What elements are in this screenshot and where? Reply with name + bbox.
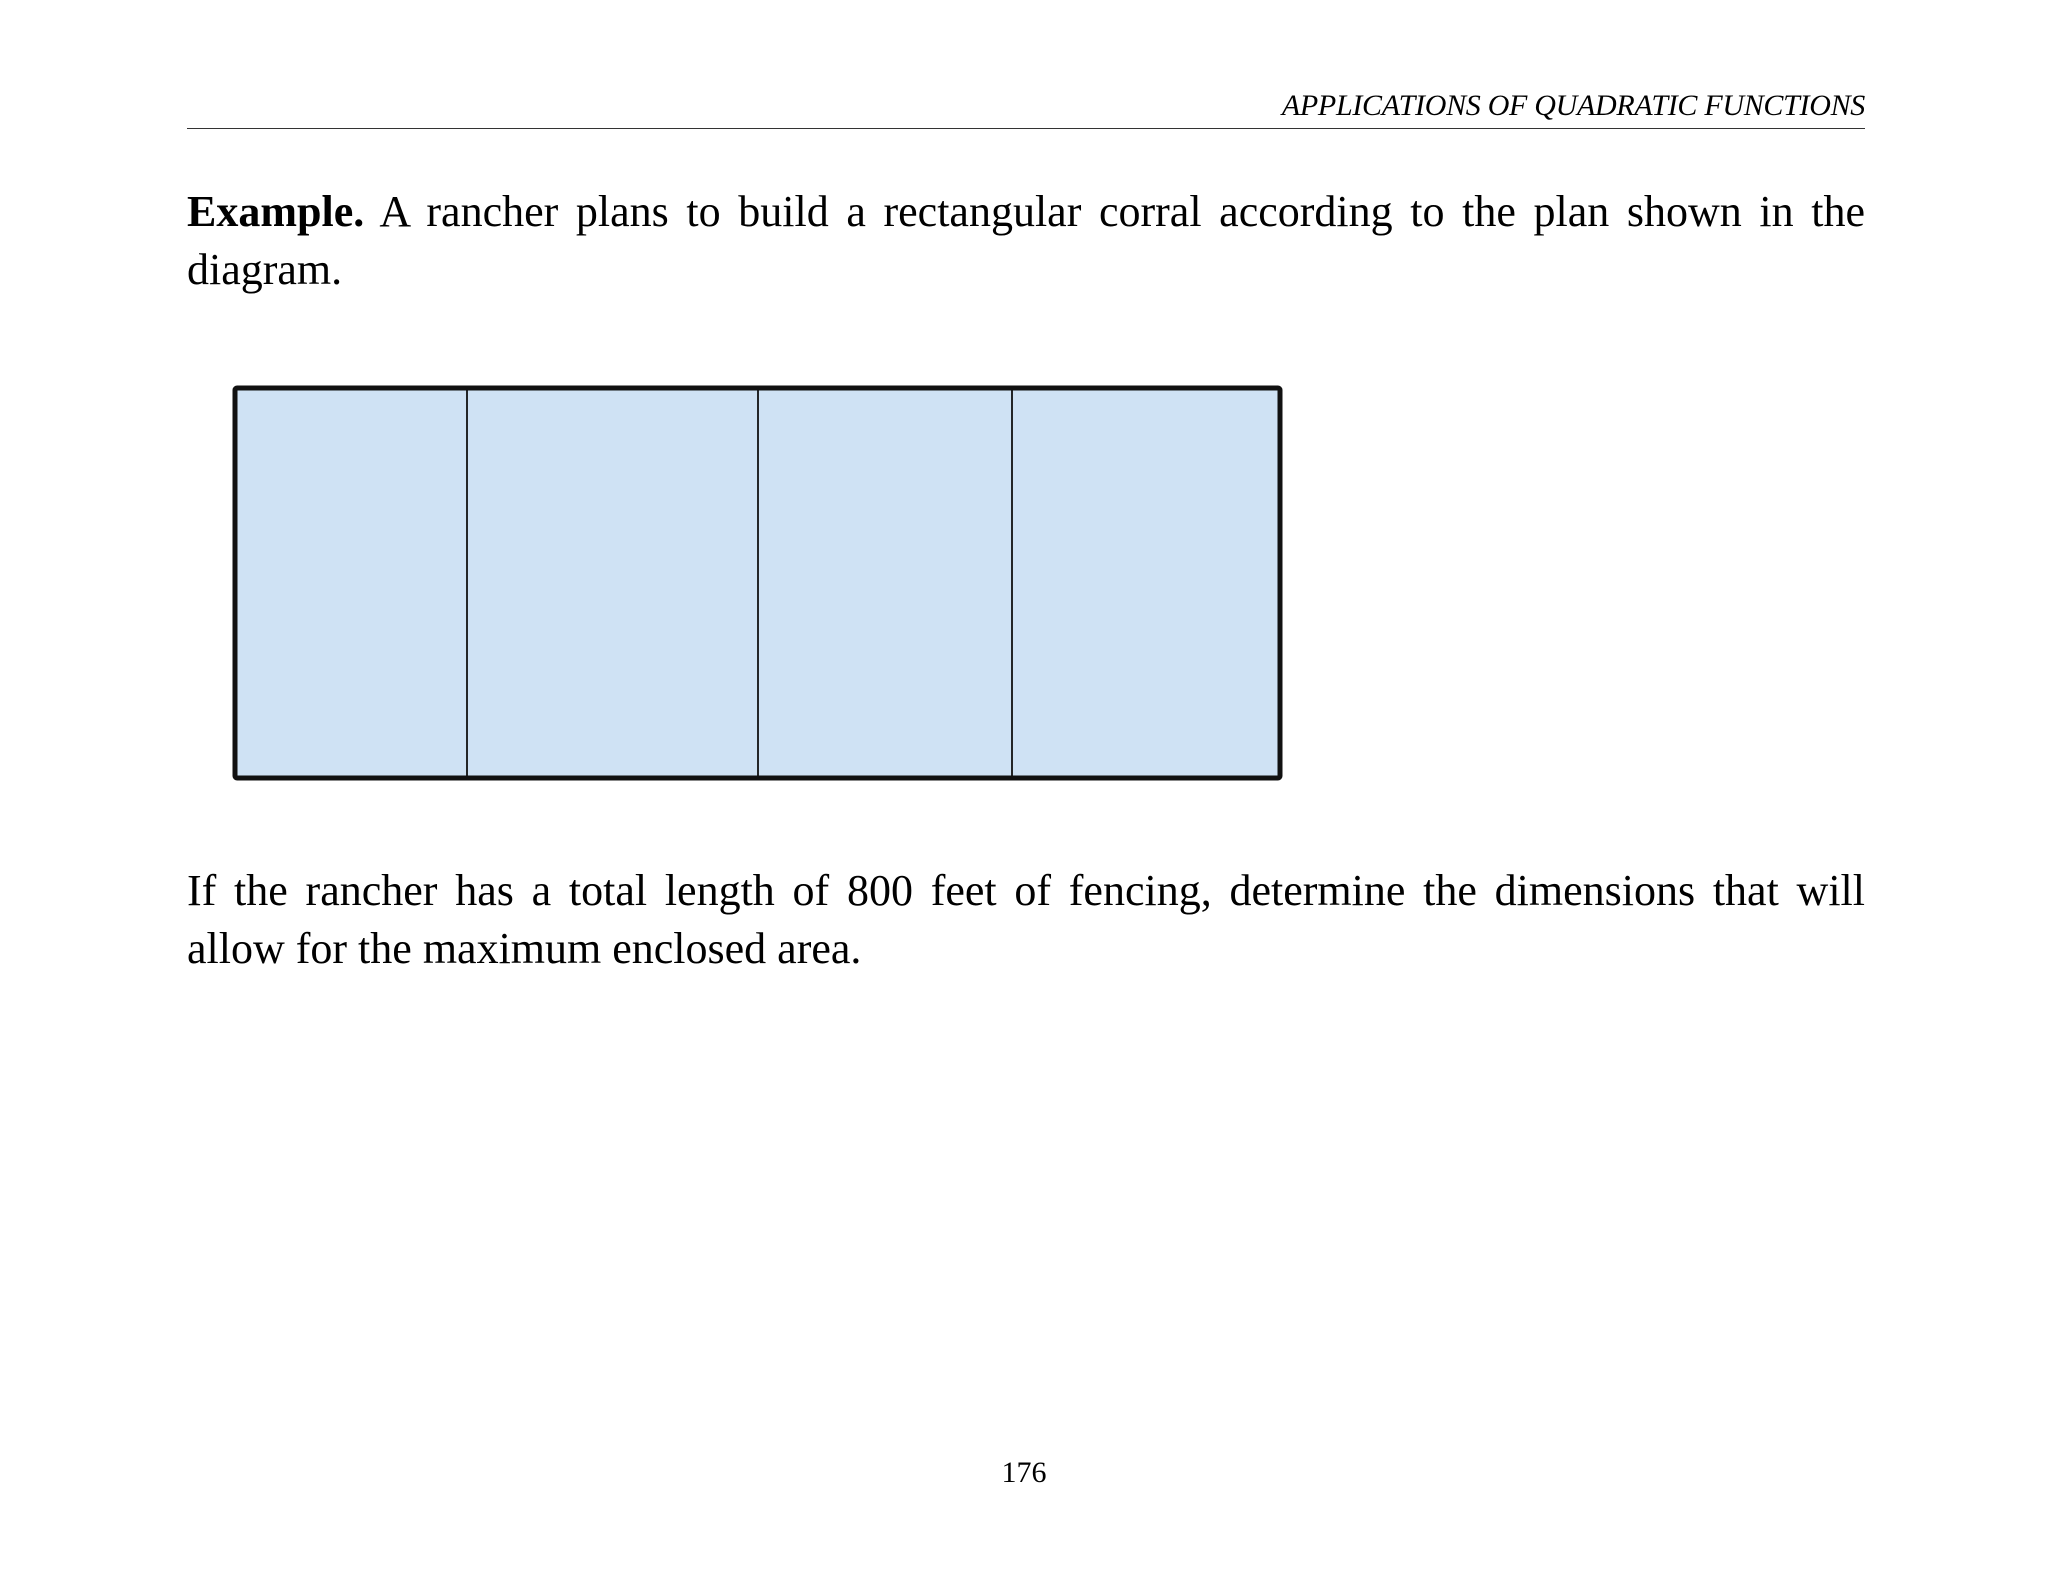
example-intro-paragraph	[187, 183, 1865, 299]
page-number: 176	[1001, 1456, 1047, 1489]
example-intro-text: A rancher plans to build a rectangular corral according to the plan shown in the diagram.	[187, 187, 1865, 294]
corral-diagram	[230, 383, 1285, 783]
example-label: Example.	[187, 187, 365, 236]
running-header: APPLICATIONS OF QUADRATIC FUNCTIONS	[1281, 89, 1865, 122]
header-rule	[187, 128, 1865, 129]
example-question-paragraph: If the rancher has a total length of 800 feet of fencing, determine the dimensions that will allow for the maximum enclosed area.	[187, 866, 1865, 973]
